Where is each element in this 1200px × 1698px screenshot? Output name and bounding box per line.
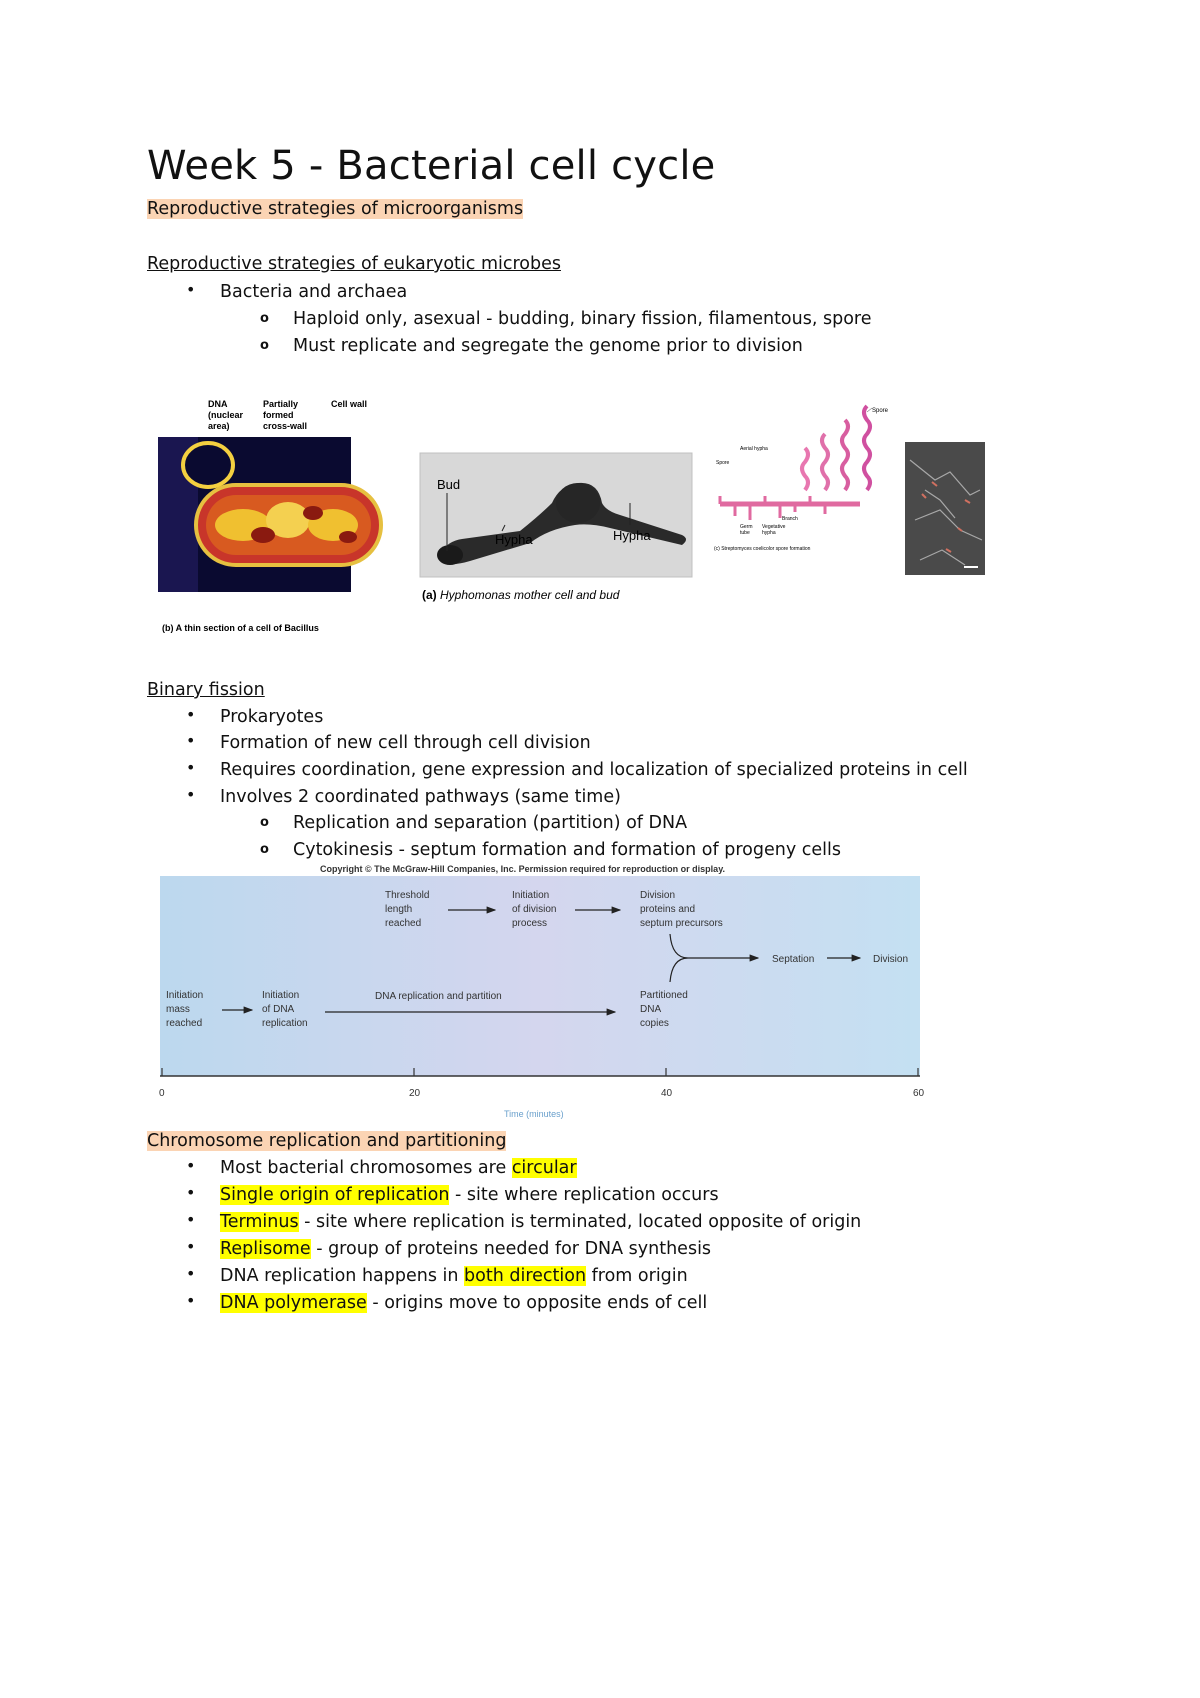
binary-fission-timeline-diagram bbox=[160, 862, 930, 1122]
streptomyces-figure bbox=[710, 400, 990, 595]
bullet-icon: • bbox=[186, 731, 196, 750]
subheading-eukaryotic: Reproductive strategies of eukaryotic microbes bbox=[147, 254, 561, 274]
label-crosswall: cross-wall bbox=[263, 421, 308, 431]
bullet-icon: • bbox=[186, 1156, 196, 1175]
tick-40: 40 bbox=[661, 1088, 673, 1099]
list-item: Replication and separation (partition) of DNA bbox=[293, 813, 688, 833]
list-item: Single origin of replication - site where replication occurs bbox=[220, 1185, 719, 1205]
label-branch: Branch bbox=[782, 516, 798, 522]
list-item: DNA polymerase - origins move to opposite ends of cell bbox=[220, 1293, 708, 1313]
div-prot-l1: Division bbox=[640, 890, 676, 901]
bullet-icon: • bbox=[186, 280, 196, 299]
label-hypha: hypha bbox=[762, 530, 776, 536]
init-mass-l2: mass bbox=[166, 1004, 190, 1015]
label-nuclear: (nuclear bbox=[208, 410, 244, 420]
threshold-l3: reached bbox=[385, 918, 422, 929]
bullet-icon: • bbox=[186, 758, 196, 777]
label-cellwall: Cell wall bbox=[331, 399, 368, 409]
section-heading-chromosome: Chromosome replication and partitioning bbox=[147, 1131, 507, 1151]
list-item: Most bacterial chromosomes are circular bbox=[220, 1158, 577, 1178]
threshold-l2: length bbox=[385, 904, 413, 915]
label-germ: Germ bbox=[740, 524, 753, 530]
label-bud: Bud bbox=[437, 477, 461, 492]
bullet-icon: • bbox=[186, 785, 196, 804]
list-item: Requires coordination, gene expression and localization of specialized proteins in cell bbox=[220, 760, 968, 780]
label-spore: Spore bbox=[872, 408, 889, 414]
list-item: Replisome - group of proteins needed for DNA synthesis bbox=[220, 1239, 712, 1259]
label-dna: DNA bbox=[208, 399, 228, 409]
bullet-icon: • bbox=[186, 705, 196, 724]
sub-bullet-icon: o bbox=[260, 842, 269, 857]
init-div-l2: of division bbox=[512, 904, 557, 915]
list-item: DNA replication happens in both direction from origin bbox=[220, 1266, 688, 1286]
bullet-icon: • bbox=[186, 1291, 196, 1310]
caption-streptomyces: (c) Streptomyces coelicolor spore formation bbox=[714, 546, 811, 552]
label-hypha-2: Hypha bbox=[613, 528, 651, 543]
list-item: Cytokinesis - septum formation and formation of progeny cells bbox=[293, 840, 841, 860]
caption-bacillus: (b) A thin section of a cell of Bacillus bbox=[162, 623, 319, 633]
init-mass-l3: reached bbox=[166, 1018, 203, 1029]
init-dna-l1: Initiation bbox=[262, 990, 300, 1001]
label-vegetative: Vegetative bbox=[762, 524, 786, 530]
sub-bullet-icon: o bbox=[260, 815, 269, 830]
sub-bullet-icon: o bbox=[260, 338, 269, 353]
bullet-icon: • bbox=[186, 1264, 196, 1283]
label-tube: tube bbox=[740, 530, 750, 536]
div-prot-l3: septum precursors bbox=[640, 918, 723, 929]
label-aerial: Aerial hypha bbox=[740, 446, 768, 452]
bullet-icon: • bbox=[186, 1237, 196, 1256]
init-div-l3: process bbox=[512, 918, 548, 929]
axis-label-time: Time (minutes) bbox=[504, 1109, 564, 1119]
partitioned-l3: copies bbox=[640, 1018, 669, 1029]
list-item: Prokaryotes bbox=[220, 707, 324, 727]
label-partially: Partially bbox=[263, 399, 299, 409]
threshold-l1: Threshold bbox=[385, 890, 430, 901]
label-division: Division bbox=[873, 954, 909, 965]
list-item: Haploid only, asexual - budding, binary fission, filamentous, spore bbox=[293, 309, 872, 329]
list-item: Must replicate and segregate the genome prior to division bbox=[293, 336, 803, 356]
heading-binary-fission: Binary fission bbox=[147, 680, 265, 700]
sub-bullet-icon: o bbox=[260, 311, 269, 326]
tick-60: 60 bbox=[913, 1088, 925, 1099]
label-dna-replication: DNA replication and partition bbox=[375, 991, 502, 1002]
caption-a: (a) Hyphomonas mother cell and bud bbox=[422, 588, 620, 602]
list-item: Terminus - site where replication is terminated, located opposite of origin bbox=[220, 1212, 862, 1232]
tick-20: 20 bbox=[409, 1088, 421, 1099]
init-div-l1: Initiation bbox=[512, 890, 550, 901]
copyright-notice: Copyright © The McGraw-Hill Companies, Inc. Permission required for reproduction or display. bbox=[320, 864, 726, 874]
list-item: Formation of new cell through cell division bbox=[220, 733, 591, 753]
list-item: Involves 2 coordinated pathways (same time) bbox=[220, 787, 621, 807]
list-item: Bacteria and archaea bbox=[220, 282, 408, 302]
partitioned-l1: Partitioned bbox=[640, 990, 688, 1001]
label-septation: Septation bbox=[772, 954, 815, 965]
label-spore-2: Spore bbox=[716, 460, 730, 466]
bullet-icon: • bbox=[186, 1183, 196, 1202]
partitioned-l2: DNA bbox=[640, 1004, 662, 1015]
div-prot-l2: proteins and bbox=[640, 904, 696, 915]
tick-0: 0 bbox=[159, 1088, 165, 1099]
label-hypha-1: Hypha bbox=[495, 532, 533, 547]
label-area: area) bbox=[208, 421, 230, 431]
init-dna-l3: replication bbox=[262, 1018, 308, 1029]
page-title: Week 5 - Bacterial cell cycle bbox=[147, 143, 716, 189]
init-dna-l2: of DNA bbox=[262, 1004, 295, 1015]
hyphomonas-figure bbox=[420, 453, 692, 608]
section-heading-reproductive: Reproductive strategies of microorganisms bbox=[147, 199, 524, 219]
label-formed: formed bbox=[263, 410, 294, 420]
bullet-icon: • bbox=[186, 1210, 196, 1229]
init-mass-l1: Initiation bbox=[166, 990, 204, 1001]
bacillus-thin-section-figure bbox=[158, 395, 408, 640]
